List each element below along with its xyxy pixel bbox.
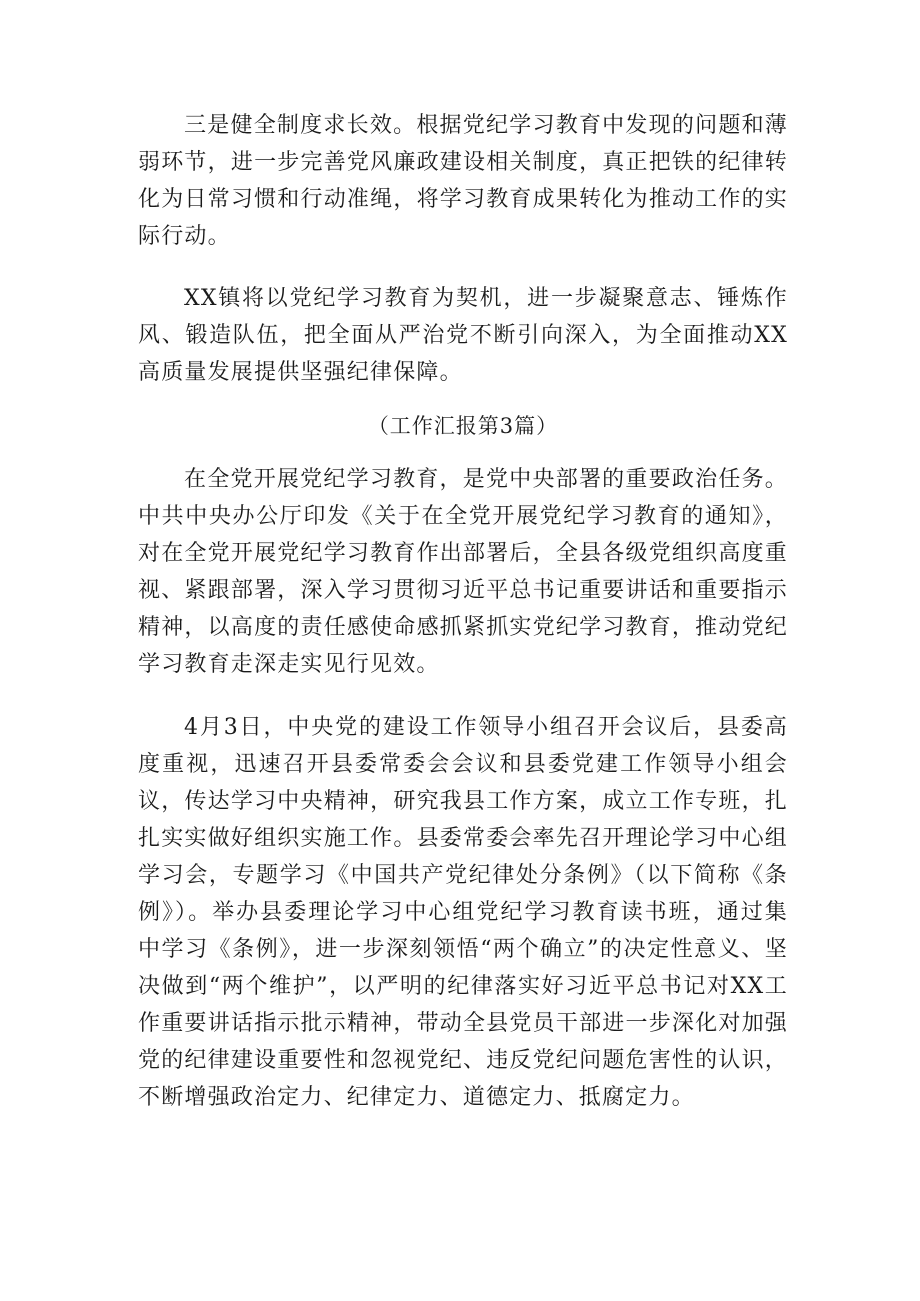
document-body (138, 107, 788, 1116)
paragraph-education-deployment: 在全党开展党纪学习教育，是党中央部署的重要政治任务。中共中央办公厅印发《关于在全党开展党纪学习教育的通知》，对在全党开展党纪学习教育作出部署后，全县各级党组织高度重视、紧跟部署，深入学习贯彻习近平总书记重要讲话和重要指示精神，以高度的责任感使命感抓紧抓实党纪学习教育，推动党纪学习教育走深走实见行见效。 (138, 467, 788, 677)
paragraph-town-commitment: XX镇将以党纪学习教育为契机，进一步凝聚意志、锤炼作风、锻造队伍，把全面从严治党不断引向深入，为全面推动XX高质量发展提供坚强纪律保障。 (138, 286, 788, 385)
paragraph-county-meeting: 4月3日，中央党的建设工作领导小组召开会议后，县委高度重视，迅速召开县委常委会会议和县委党建工作领导小组会议，传达学习中央精神，研究我县工作方案，成立工作专班，扎扎实实做好组织实施工作。县委常委会率先召开理论学习中心组学习会，专题学习《中国共产党纪律处分条例》（以下简称《条例》）。举办县委理论学习中心组党纪学习教育读书班，通过集中学习《条例》，进一步深刻领悟“两个确立”的决定性意义、坚决做到“两个维护”，以严明的纪律落实好习近平总书记对XX工作重要讲话指示批示精神，带动全县党员干部进一步深化对加强党的纪律建设重要性和忽视党纪、违反党纪问题危害性的认识，不断增强政治定力、纪律定力、道德定力、抵腐定力。 (138, 715, 788, 1110)
paragraph-system-improvement: 三是健全制度求长效。根据党纪学习教育中发现的问题和薄弱环节，进一步完善党风廉政建设相关制度，真正把铁的纪律转化为日常习惯和行动准绳，将学习教育成果转化为推动工作的实际行动。 (138, 113, 788, 249)
section-heading: （工作汇报第3篇） (367, 414, 559, 438)
